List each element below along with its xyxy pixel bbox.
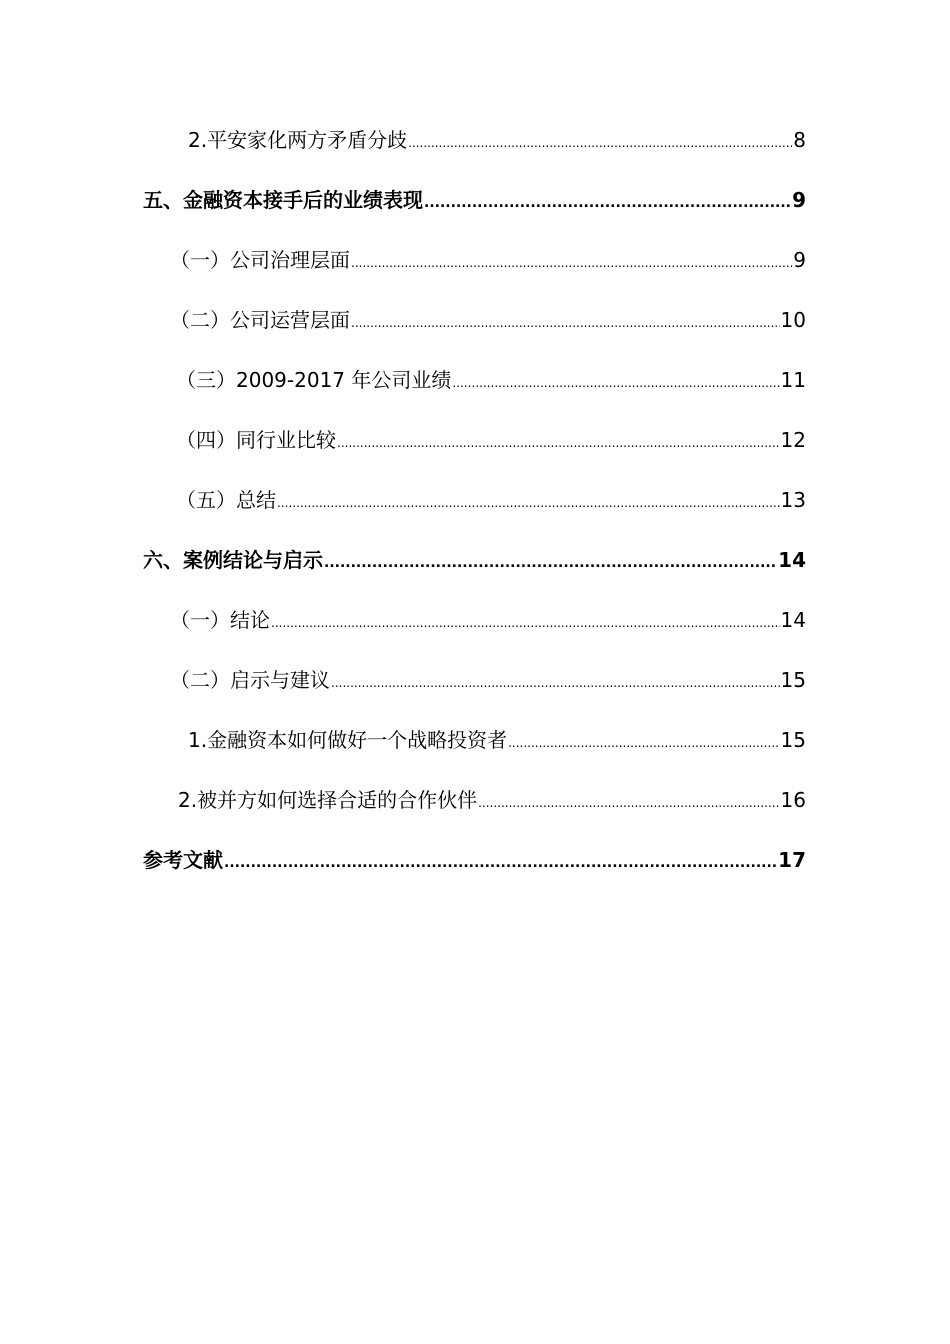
toc-entry-page: 14: [778, 548, 806, 572]
toc-entry-label: 参考文献: [143, 848, 223, 872]
toc-entry-label: （一）结论: [170, 608, 270, 632]
toc-leader-dots: [424, 188, 791, 218]
toc-entry[interactable]: [176, 365, 806, 395]
toc-entry-page: 9: [792, 188, 806, 212]
toc-leader-dots: [351, 308, 780, 338]
toc-entry-label: 五、金融资本接手后的业绩表现: [143, 188, 423, 212]
toc-entry[interactable]: [176, 425, 806, 455]
toc-entry-page: 15: [780, 668, 806, 692]
toc-entry-label: 2.被并方如何选择合适的合作伙伴: [178, 788, 478, 812]
toc-leader-dots: [271, 608, 780, 638]
toc-entry-label: （一）公司治理层面: [170, 248, 350, 272]
toc-entry-page: 16: [780, 788, 806, 812]
toc-entry-page: 15: [780, 728, 806, 752]
toc-entry[interactable]: [143, 545, 806, 575]
toc-leader-dots: [277, 488, 780, 518]
toc-entry-label: （二）启示与建议: [170, 668, 330, 692]
toc-entry[interactable]: [170, 305, 806, 335]
toc-entry[interactable]: [143, 185, 806, 215]
toc-entry-label: （四）同行业比较: [176, 428, 336, 452]
toc-entry-label: 1.金融资本如何做好一个战略投资者: [188, 728, 508, 752]
toc-entry-page: 10: [780, 308, 806, 332]
toc-leader-dots: [224, 848, 777, 878]
toc-entry-page: 8: [793, 128, 806, 152]
toc-entry[interactable]: [178, 785, 806, 815]
toc-entry[interactable]: [176, 485, 806, 515]
toc-leader-dots: [508, 728, 779, 758]
toc-entry-label: （二）公司运营层面: [170, 308, 350, 332]
toc-entry-label: 2.平安家化两方矛盾分歧: [188, 128, 408, 152]
toc-entry[interactable]: [188, 125, 806, 155]
toc-entry-page: 12: [780, 428, 806, 452]
toc-entry-page: 13: [780, 488, 806, 512]
toc-entry-page: 11: [780, 368, 806, 392]
toc-leader-dots: [351, 248, 792, 278]
toc-leader-dots: [408, 128, 792, 158]
toc-entry[interactable]: [170, 605, 806, 635]
toc-leader-dots: [337, 428, 780, 458]
toc-entry[interactable]: [170, 245, 806, 275]
toc-entry[interactable]: [188, 725, 806, 755]
toc-leader-dots: [324, 548, 777, 578]
toc-entry[interactable]: [170, 665, 806, 695]
toc-entry-page: 14: [780, 608, 806, 632]
toc-leader-dots: [331, 668, 780, 698]
toc-leader-dots: [478, 788, 779, 818]
toc-entry-label: 六、案例结论与启示: [143, 548, 323, 572]
toc-entry-page: 9: [793, 248, 806, 272]
toc-leader-dots: [452, 368, 779, 398]
toc-entry-label: （五）总结: [176, 488, 276, 512]
toc-entry-label: （三）2009-2017 年公司业绩: [176, 368, 452, 392]
toc-entry-page: 17: [778, 848, 806, 872]
toc-entry[interactable]: [143, 845, 806, 875]
